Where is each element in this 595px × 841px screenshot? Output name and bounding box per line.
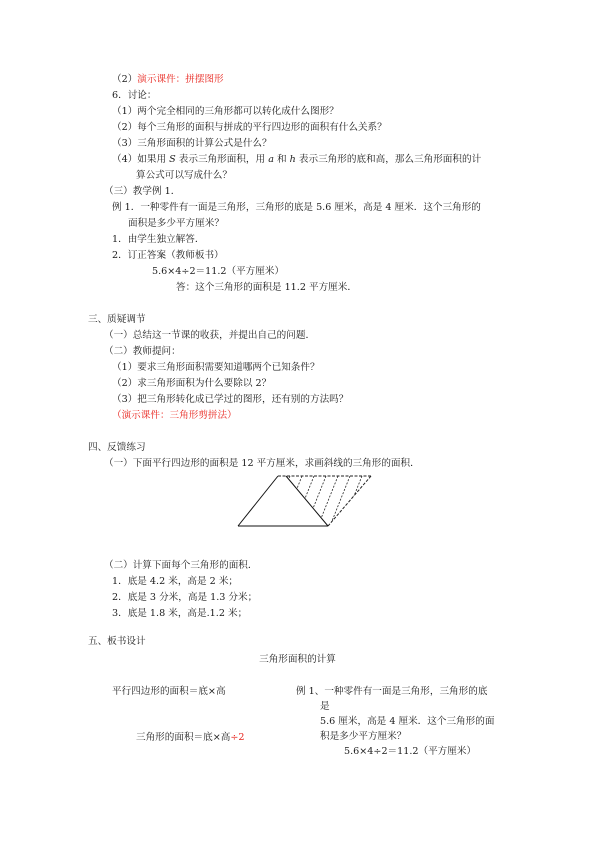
- q4-part: 表示三角形的底和高，那么三角形面积的计: [298, 154, 482, 165]
- triangle-right-edge: [286, 476, 328, 526]
- s3-question-2: （2）求三角形面积为什么要除以 2？: [112, 378, 272, 389]
- parallelogram-triangle-figure: [230, 472, 380, 532]
- board-example-line4: 积是多少平方厘米？: [320, 731, 407, 742]
- q4-part: （4）如果用: [112, 154, 167, 165]
- demo-courseware-label: 演示课件：拼摆图形: [137, 74, 224, 85]
- board-formula-triangle: [136, 732, 245, 744]
- s4-exercise-1: 1．底是 4.2 米，高是 2 米；: [112, 576, 239, 587]
- board-example-line2: 是: [320, 701, 330, 712]
- s4-item-2: （二）计算下面每个三角形的面积．: [104, 560, 258, 571]
- discuss-q4: [112, 154, 481, 166]
- s4-exercise-2: 2．底是 3 分米，高是 1.3 分米；: [112, 592, 258, 603]
- formula-main: 三角形的面积＝底×高: [136, 732, 231, 743]
- var-S: S: [169, 154, 176, 165]
- demo-line-1: [112, 74, 224, 86]
- step-2: 2．订正答案（教师板书）: [112, 250, 224, 261]
- demo-cut-paste-label: （演示课件：三角形剪拼法）: [112, 410, 237, 421]
- step-1: 1．由学生独立解答．: [112, 234, 205, 245]
- discuss-title: 6．讨论：: [112, 90, 157, 101]
- s3-question-1: （1）要求三角形面积需要知道哪两个已知条件？: [112, 362, 320, 373]
- discuss-q4-line2: 算公式可以写成什么？: [136, 170, 232, 181]
- board-example-calc: 5.6×4÷2＝11.2（平方厘米）: [344, 746, 477, 757]
- var-a: a: [268, 154, 274, 165]
- discuss-q1: （1）两个完全相同的三角形都可以转化成什么图形？: [112, 106, 339, 117]
- board-title: 三角形面积的计算: [259, 654, 336, 665]
- section-5-title: 五、板书设计: [88, 636, 146, 647]
- triangle-left-edge: [238, 476, 278, 526]
- section-4-title: 四、反馈练习: [88, 442, 146, 453]
- s4-item-1: （一）下面平行四边形的面积是 12 平方厘米，求画斜线的三角形的面积．: [104, 458, 420, 469]
- var-h: h: [289, 154, 296, 165]
- s3-item-2: （二）教师提问：: [104, 346, 181, 357]
- section-3-title: 三、质疑调节: [88, 314, 146, 325]
- s3-question-3: （3）把三角形转化成已学过的图形，还有别的方法吗？: [112, 394, 349, 405]
- formula-divide-2: ÷2: [230, 732, 245, 743]
- q4-part: 和: [276, 154, 287, 165]
- board-example-line3: 5.6 厘米，高是 4 厘米．这个三角形的面: [320, 716, 495, 727]
- example-1-line2: 面积是多少平方厘米？: [128, 218, 224, 229]
- parallelogram-right-edge: [328, 476, 371, 526]
- q4-part: 表示三角形面积，用: [178, 154, 266, 165]
- s3-item-1: （一）总结这一节课的收获，并提出自己的问题．: [104, 330, 316, 341]
- board-example-line1: 例 1、一种零件有一面是三角形，三角形的底: [296, 686, 488, 697]
- item-number: （2）: [112, 74, 138, 85]
- answer: 答：这个三角形的面积是 11.2 平方厘米．: [176, 282, 357, 293]
- example-1-line1: 例 1．一种零件有一面是三角形，三角形的底是 5.6 厘米，高是 4 厘米．这个三角形的: [112, 202, 481, 213]
- s4-exercise-3: 3．底是 1.8 米，高是.1.2 米；: [112, 608, 248, 619]
- example-heading: （三）教学例 1．: [104, 186, 181, 197]
- discuss-q3: （3）三角形面积的计算公式是什么？: [112, 138, 272, 149]
- calculation: 5.6×4÷2＝11.2（平方厘米）: [152, 266, 285, 277]
- board-formula-parallelogram: 平行四边形的面积＝底×高: [112, 686, 226, 697]
- discuss-q2: （2）每个三角形的面积与拼成的平行四边形的面积有什么关系？: [112, 122, 387, 133]
